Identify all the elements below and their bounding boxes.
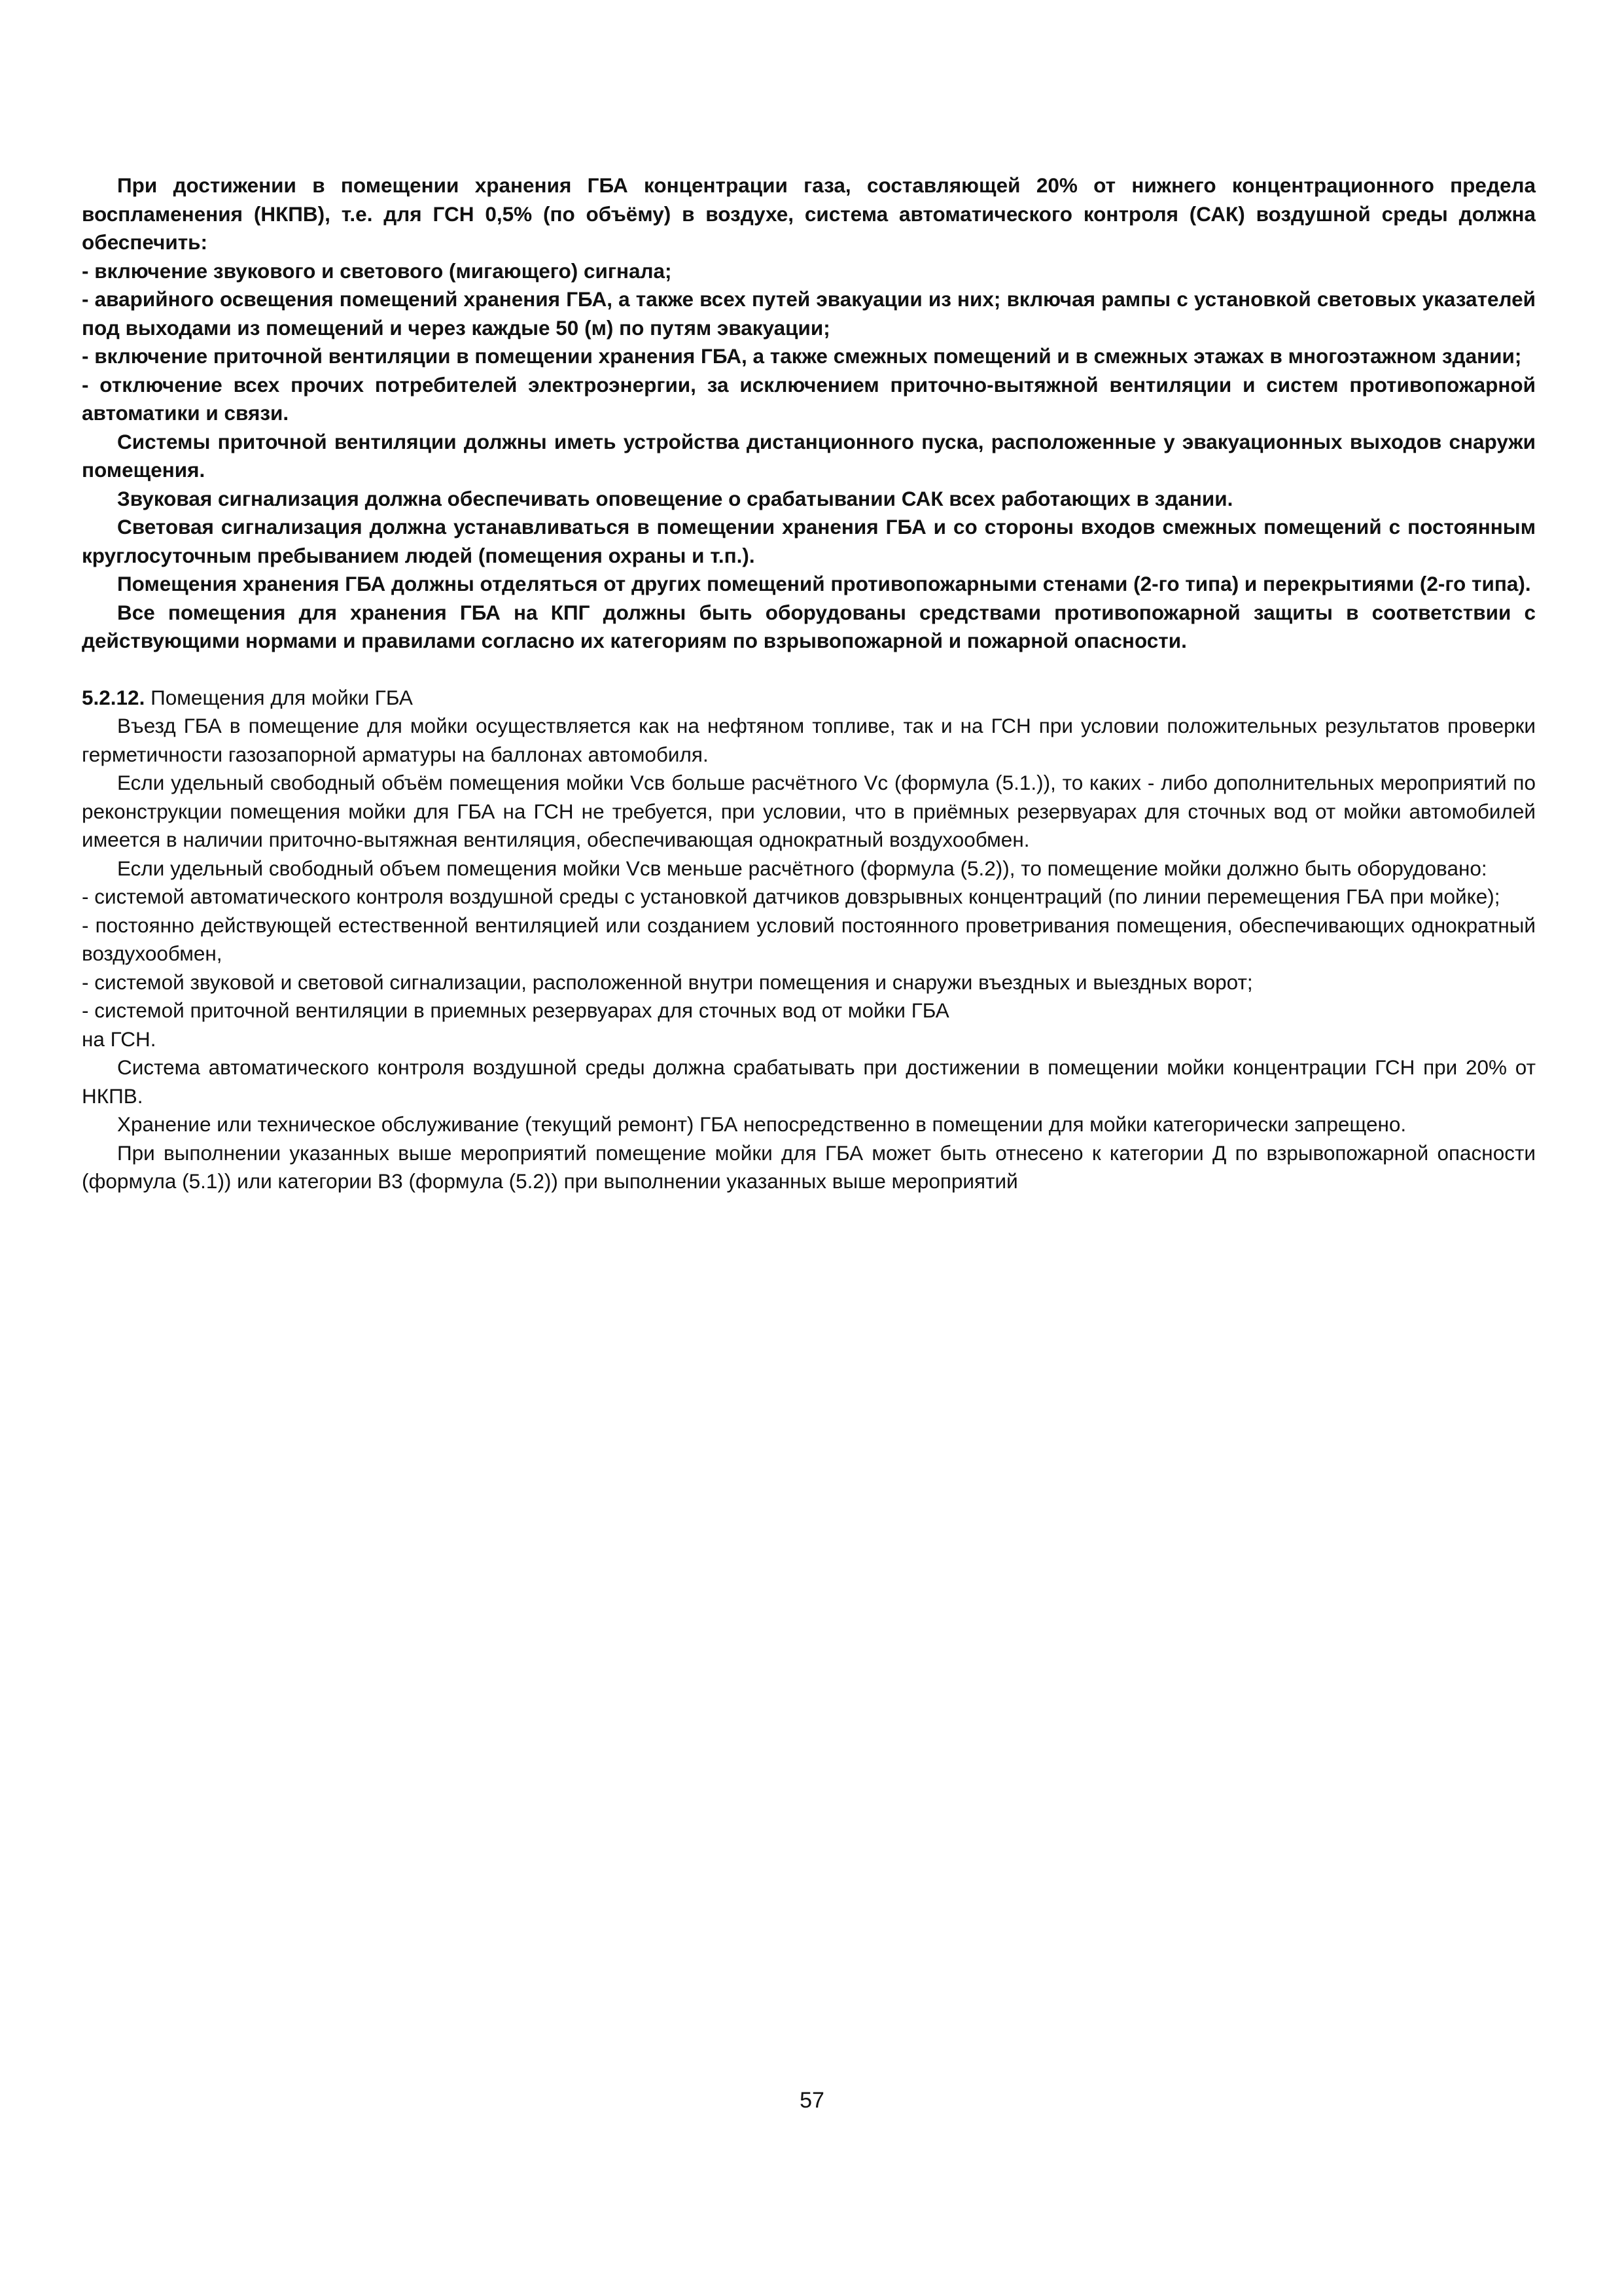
list-item-continuation: на ГСН. <box>82 1027 156 1051</box>
paragraph: При достижении в помещении хранения ГБА концентрации газа, составляющей 20% от нижнего концентрационного предела воспламенения (НКПВ), т.е. для ГСН 0,5% (по объёму) в воздухе, система автоматического контроля (САК) воздушной среды должна обеспечить: <box>82 173 1536 254</box>
list-item: - включение звукового и светового (мигающего) сигнала; <box>82 258 672 283</box>
paragraph: Если удельный свободный объём помещения мойки Vсв больше расчётного Vc (формула (5.1.)), то каких - либо дополнительных мероприятий по реконструкции помещения мойки для ГБА на ГСН не требуется, при условии, что в приёмных резервуарах для сточных вод от мойки автомобилей имеется в наличии приточно-вытяжная вентиляция, обеспечивающая однократный воздухообмен. <box>82 771 1536 851</box>
paragraph: Система автоматического контроля воздушной среды должна срабатывать при достижении в помещении мойки концентрации ГСН при 20% от НКПВ. <box>82 1055 1536 1108</box>
list-item: - включение приточной вентиляции в помещении хранения ГБА, а также смежных помещений и в смежных этажах в многоэтажном здании; <box>82 344 1522 368</box>
section-spacer <box>82 656 1536 684</box>
list-item: - системой автоматического контроля воздушной среды с установкой датчиков довзрывных концентраций (по линии перемещения ГБА при мойке); <box>82 885 1500 908</box>
section-number: 5.2.12. <box>82 685 145 709</box>
page-content <box>82 171 1536 1196</box>
paragraph: Звуковая сигнализация должна обеспечивать оповещение о срабатывании САК всех работающих в здании. <box>117 486 1233 510</box>
gas-storage-requirements <box>82 171 1536 656</box>
list-item: - системой звуковой и световой сигнализации, расположенной внутри помещения и снаружи въездных и выездных ворот; <box>82 970 1253 994</box>
section-5-2-12 <box>82 684 1536 1196</box>
list-item: - системой приточной вентиляции в приемных резервуарах для сточных вод от мойки ГБА <box>82 998 949 1022</box>
list-item: - отключение всех прочих потребителей электроэнергии, за исключением приточно-вытяжной вентиляции и систем противопожарной автоматики и связи. <box>82 372 1536 425</box>
paragraph: Все помещения для хранения ГБА на КПГ должны быть оборудованы средствами противопожарной защиты в соответствии с действующими нормами и правилами согласно их категориям по взрывопожарной и пожарной опасности. <box>82 600 1536 652</box>
paragraph: Въезд ГБА в помещение для мойки осуществляется как на нефтяном топливе, так и на ГСН при условии положительных результатов проверки герметичности газозапорной арматуры на баллонах автомобиля. <box>82 714 1536 766</box>
section-title: Помещения для мойки ГБА <box>150 685 413 709</box>
page-number: 57 <box>800 2088 824 2113</box>
paragraph: Хранение или техническое обслуживание (текущий ремонт) ГБА непосредственно в помещении для мойки категорически запрещено. <box>117 1112 1407 1136</box>
paragraph: Световая сигнализация должна устанавливаться в помещении хранения ГБА и со стороны входов смежных помещений с постоянным круглосуточным пребыванием людей (помещения охраны и т.п.). <box>82 515 1536 567</box>
paragraph: Системы приточной вентиляции должны иметь устройства дистанционного пуска, расположенные у эвакуационных выходов снаружи помещения. <box>82 429 1536 482</box>
section-heading <box>82 684 1536 713</box>
paragraph: При выполнении указанных выше мероприятий помещение мойки для ГБА может быть отнесено к категории Д по взрывопожарной опасности (формула (5.1)) или категории В3 (формула (5.2)) при выполнении указанных выше мероприятий <box>82 1140 1536 1193</box>
paragraph: Если удельный свободный объем помещения мойки Vсв меньше расчётного (формула (5.2)), то помещение мойки должно быть оборудовано: <box>117 856 1487 880</box>
paragraph: Помещения хранения ГБА должны отделяться от других помещений противопожарными стенами (2-го типа) и перекрытиями (2-го типа). <box>117 572 1531 595</box>
list-item: - аварийного освещения помещений хранения ГБА, а также всех путей эвакуации из них; включая рампы с установкой световых указателей под выходами из помещений и через каждые 50 (м) по путям эвакуации; <box>82 287 1536 340</box>
list-item: - постоянно действующей естественной вентиляцией или созданием условий постоянного проветривания помещения, обеспечивающих однократный воздухообмен, <box>82 913 1536 965</box>
